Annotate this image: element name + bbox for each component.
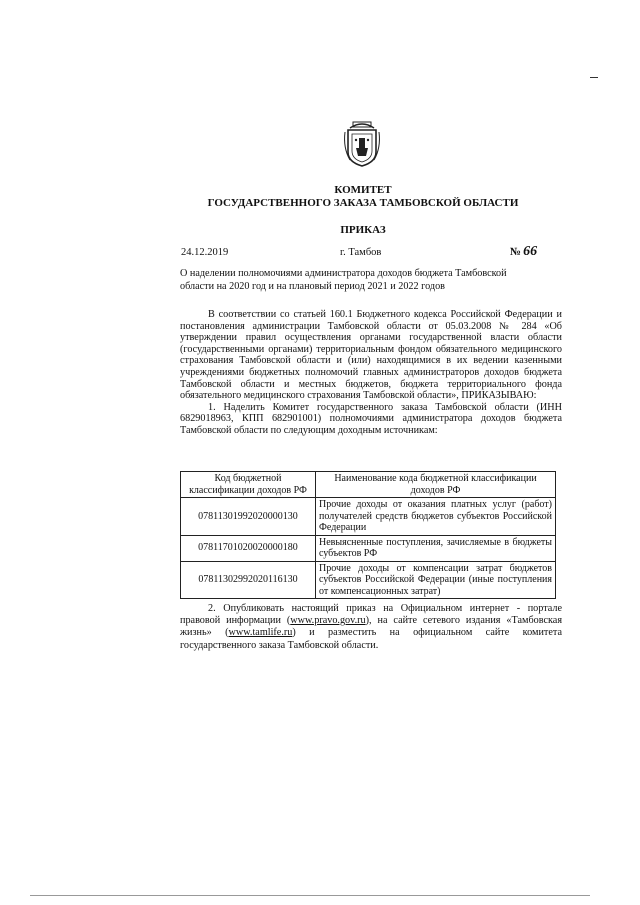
order-body [180,309,562,437]
scan-mark [590,77,598,78]
name-cell: Прочие доходы от компенсации затрат бюджетов субъектов Российской Федерации (иные поступления от компенсационных затрат) [316,561,556,599]
org-name-line1: КОМИТЕТ [334,184,392,196]
order-date: 24.12.2019 [181,247,229,258]
number-value: 66 [523,244,538,259]
table-row [181,498,556,536]
item-1-paragraph: 1. Наделить Комитет государственного заказа Тамбовской области (ИНН 6829018963, КПП 682901001) полномочиями администратора доходов бюджета Тамбовской области по следующим доходным источникам: [180,401,562,436]
name-cell: Прочие доходы от оказания платных услуг (работ) получателей средств бюджетов субъектов Российской Федерации [316,498,556,536]
document-type: ПРИКАЗ [340,224,386,236]
item-2-part: 2. Опубликовать настоящий приказ на Официальном интернет - портале правовой информации ( [180,603,562,627]
order-subject [180,268,562,293]
preamble-paragraph: В соответствии со статьей 160.1 Бюджетного кодекса Российской Федерации и постановления администрации Тамбовской области от 05.03.2008 № 284 «Об утверждении правил осуществления органами государственной власти области (государственными органами) территориальным фондом обязательного медицинского страхования Тамбовской области и (или) находящимися в их ведении казенными учреждениями бюджетных полномочий главных администраторов доходов бюджета Тамбовской области и местных бюджетов, бюджета территориального фонда обязательного медицинского страхования Тамбовской области», ПРИКАЗЫВАЮ: [180,309,562,402]
code-cell: 07811701020020000180 [181,535,316,561]
name-cell: Невыясненные поступления, зачисляемые в бюджеты субъектов РФ [316,535,556,561]
column-header-name: Наименование кода бюджетной классификации доходов РФ [316,472,556,498]
table-row [181,561,556,599]
order-city: г. Тамбов [340,247,382,258]
code-cell: 07811301992020000130 [181,498,316,536]
item-2-part: ), на сайте сетевого издания «Тамбовская жизнь» ( [180,615,563,639]
item-2-part: ) и разместить на официальном сайте комитета государственного заказа Тамбовской области. [180,627,562,651]
table-header-row [181,472,556,498]
order-number [510,244,537,260]
item-2-paragraph [180,603,562,652]
number-label: № [510,246,522,258]
tambov-coat-of-arms-icon [342,118,382,168]
subject-line: области на 2020 год и на плановый период 2021 и 2022 годов [180,280,445,292]
item-2-text [180,603,562,652]
revenue-codes-table [180,471,556,599]
org-name-line2: ГОСУДАРСТВЕННОГО ЗАКАЗА ТАМБОВСКОЙ ОБЛАСТИ [207,197,519,209]
scan-mark [30,895,590,896]
column-header-code: Код бюджетной классификации доходов РФ [181,472,316,498]
pravo-link[interactable]: www.pravo.gov.ru [290,615,366,627]
code-cell: 07811302992020116130 [181,561,316,599]
subject-line: О наделении полномочиями администратора доходов бюджета Тамбовской [180,268,507,279]
table-row [181,535,556,561]
tamlife-link[interactable]: www.tamlife.ru [228,627,293,639]
